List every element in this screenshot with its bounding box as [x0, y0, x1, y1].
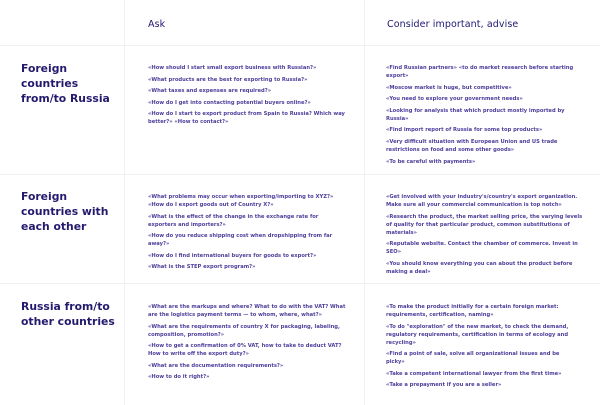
row-header-line: countries with — [21, 205, 109, 218]
row-header-line: Russia from/to — [21, 300, 110, 313]
ask-quote: «How do I start to export product from Spain to Russia? Which way better?» «How to contact?» — [148, 111, 345, 126]
advise-quote: «Moscow market is huge, but competitive» — [386, 84, 512, 91]
row-header-line: Foreign — [21, 190, 68, 203]
ask-quote: «What products are the best for exporting to Russia?» — [148, 76, 308, 83]
row-header-line: other countries — [21, 315, 115, 328]
ask-quote: «How do you reduce shipping cost when dropshipping from far away?» — [148, 233, 333, 248]
ask-quote: «What is the effect of the change in the exchange rate for exporters and importers?» — [148, 213, 319, 228]
row-divider — [0, 45, 600, 46]
ask-quote: «What is the STEP export program?» — [148, 264, 256, 271]
ask-quote: «How do I find international buyers for goods to export?» — [148, 252, 317, 259]
advise-quote: «To be careful with payments» — [386, 158, 476, 165]
advise-quote: «Reputable website. Contact the chamber of commerce. Invest in SEO» — [386, 241, 578, 256]
row-divider — [0, 174, 600, 175]
ask-quote: «How do I get into contacting potential buyers online?» — [148, 99, 311, 106]
row-header-line: Foreign — [21, 62, 68, 75]
ask-quote: «What are the requirements of country X for packaging, labeling, composition, promotion?» — [148, 323, 340, 338]
ask-cell — [148, 193, 348, 275]
advise-quote: «Research the product, the market selling price, the varying levels of quality for that particular product, common substitutions of materials» — [386, 213, 583, 236]
row-header-foreign-each-other — [21, 189, 121, 234]
advise-quote: «Take a competent international lawyer from the first time» — [386, 370, 562, 377]
advise-cell — [386, 193, 586, 279]
row-header-russia-other — [21, 299, 121, 329]
advise-quote: «Looking for analysis that which product mostly imported by Russia» — [386, 107, 565, 122]
advise-quote: «Find import report of Russia for some top products» — [386, 127, 543, 134]
ask-quote: «How to do it right?» — [148, 374, 210, 381]
ask-cell — [148, 64, 348, 130]
advise-quote: «To make the product initially for a certain foreign market: requirements, certification, naming» — [386, 304, 559, 318]
row-divider — [0, 283, 600, 284]
row-header-line: each other — [21, 220, 87, 233]
advise-quote: «You need to explore your government needs» — [386, 96, 523, 103]
ask-quote: «How to get a confirmation of 0% VAT, how to take to deduct VAT? How to write off the export duty?» — [148, 343, 342, 358]
column-divider — [364, 0, 365, 405]
row-header-line: from/to Russia — [21, 92, 110, 105]
advise-quote: «Find a point of sale, solve all organizational issues and be picky» — [386, 351, 560, 366]
row-header-foreign-russia — [21, 61, 121, 106]
ask-cell — [148, 303, 348, 385]
column-header-ask: Ask — [148, 19, 166, 30]
advise-quote: «Take a prepayment if you are a seller» — [386, 382, 502, 389]
ask-quote: «What are the documentation requirements?» — [148, 362, 284, 369]
advise-quote: «You should know everything you can about the product before making a deal» — [386, 260, 573, 275]
advise-quote: «To do "exploration" of the new market, to check the demand, regulatory requirements, certification in terms of ecology and recycling» — [386, 323, 569, 346]
advise-quote: «Very difficult situation with European Union and US trade restrictions on food and some other goods» — [386, 138, 558, 153]
column-divider — [124, 0, 125, 405]
advise-cell — [386, 64, 586, 169]
advise-cell — [386, 303, 576, 393]
column-header-advise: Consider important, advise — [387, 19, 519, 30]
advise-quote: «Get involved with your industry's/country's export organization. Make sure all your commercial communication is top notch» — [386, 194, 578, 208]
row-header-line: countries — [21, 77, 79, 90]
ask-quote: «What taxes and expenses are required?» — [148, 88, 272, 95]
ask-quote: «What are the markups and where? What to do with the VAT? What are the logistics payment terms — to whom, where, what?» — [148, 304, 346, 318]
ask-quote: «What problems may occur when exporting/importing to XYZ?» «How do I export goods out of Country X?» — [148, 194, 334, 208]
ask-quote: «How should I start small export business with Russian?» — [148, 65, 317, 71]
advise-quote: «Find Russian partners» «to do market research before starting export» — [386, 65, 574, 79]
